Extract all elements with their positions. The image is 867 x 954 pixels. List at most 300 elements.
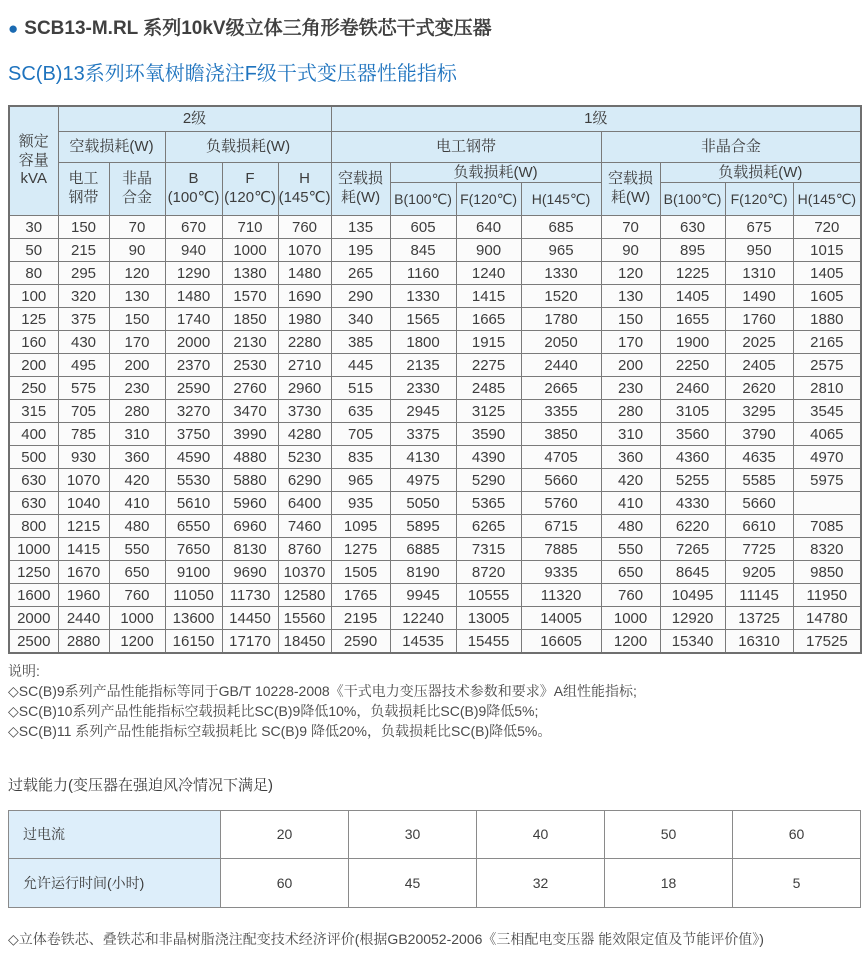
table-cell: 4635 — [725, 446, 793, 469]
table-cell: 280 — [109, 400, 165, 423]
table-cell: 1490 — [725, 285, 793, 308]
table-cell: 550 — [601, 538, 660, 561]
allowed-runtime-label: 允许运行时间(小时) — [9, 858, 221, 907]
table-cell: 315 — [9, 400, 58, 423]
table-cell: 1015 — [793, 239, 861, 262]
table-cell: 15560 — [278, 607, 331, 630]
table-cell: 90 — [601, 239, 660, 262]
table-cell: 685 — [521, 216, 601, 239]
header-grade1: 1级 — [331, 106, 861, 132]
table-cell: 7725 — [725, 538, 793, 561]
table-cell: 1160 — [390, 262, 456, 285]
table-cell: 2760 — [222, 377, 278, 400]
table-cell: 17170 — [222, 630, 278, 654]
table-cell: 965 — [521, 239, 601, 262]
table-cell: 7885 — [521, 538, 601, 561]
table-row — [9, 858, 861, 907]
table-cell: 5895 — [390, 515, 456, 538]
table-cell: 1000 — [601, 607, 660, 630]
table-cell: 480 — [601, 515, 660, 538]
table-cell: 20 — [221, 810, 349, 858]
table-cell: 150 — [601, 308, 660, 331]
table-cell — [793, 492, 861, 515]
table-row — [9, 400, 861, 423]
header-noload-amorphous: 空载损 耗(W) — [601, 162, 660, 216]
table-cell: 14005 — [521, 607, 601, 630]
table-cell: 360 — [601, 446, 660, 469]
table-cell: 9335 — [521, 561, 601, 584]
header-amorphous-g1: 非晶合金 — [601, 131, 861, 162]
note-item: ◇SC(B)11 系列产品性能指标空载损耗比 SC(B)9 降低20%，负载损耗比SC(B)降低5%。 — [8, 722, 552, 739]
table-cell: 9850 — [793, 561, 861, 584]
table-cell: 1330 — [521, 262, 601, 285]
table-cell: 13725 — [725, 607, 793, 630]
table-cell: 1095 — [331, 515, 390, 538]
table-cell: 2000 — [165, 331, 222, 354]
table-cell: 5585 — [725, 469, 793, 492]
table-cell: 11730 — [222, 584, 278, 607]
table-cell: 1880 — [793, 308, 861, 331]
table-row — [9, 262, 861, 285]
header-f120-amorphous: F(120℃) — [725, 183, 793, 216]
table-cell: 6400 — [278, 492, 331, 515]
table-cell: 10555 — [456, 584, 521, 607]
table-cell: 1850 — [222, 308, 278, 331]
table-cell: 11320 — [521, 584, 601, 607]
table-row — [9, 285, 861, 308]
table-cell: 8130 — [222, 538, 278, 561]
spec-table — [8, 105, 862, 655]
table-cell: 6220 — [660, 515, 725, 538]
table-cell: 1200 — [109, 630, 165, 654]
overload-title: 过载能力(变压器在强迫风冷情况下满足) — [8, 776, 273, 794]
table-cell: 5365 — [456, 492, 521, 515]
table-cell: 60 — [733, 810, 861, 858]
table-cell: 1200 — [601, 630, 660, 654]
table-cell: 720 — [793, 216, 861, 239]
table-cell: 195 — [331, 239, 390, 262]
table-cell: 125 — [9, 308, 58, 331]
table-cell: 7265 — [660, 538, 725, 561]
table-cell: 420 — [109, 469, 165, 492]
table-cell: 1605 — [793, 285, 861, 308]
table-cell: 605 — [390, 216, 456, 239]
header-amorphous-alloy: 非晶 合金 — [109, 162, 165, 216]
table-cell: 150 — [58, 216, 109, 239]
table-cell: 14535 — [390, 630, 456, 654]
table-row — [9, 538, 861, 561]
table-cell: 6550 — [165, 515, 222, 538]
table-cell: 5255 — [660, 469, 725, 492]
table-cell: 670 — [165, 216, 222, 239]
table-cell: 2050 — [521, 331, 601, 354]
table-cell: 45 — [349, 858, 477, 907]
table-cell: 2665 — [521, 377, 601, 400]
table-cell: 50 — [605, 810, 733, 858]
table-cell: 11950 — [793, 584, 861, 607]
table-cell: 410 — [109, 492, 165, 515]
table-cell: 635 — [331, 400, 390, 423]
table-cell: 5530 — [165, 469, 222, 492]
table-cell: 760 — [278, 216, 331, 239]
table-cell: 70 — [601, 216, 660, 239]
table-cell: 7315 — [456, 538, 521, 561]
table-cell: 1980 — [278, 308, 331, 331]
table-cell: 1070 — [58, 469, 109, 492]
header-rated-capacity: 额定 容量 kVA — [9, 106, 58, 216]
table-cell: 3105 — [660, 400, 725, 423]
table-cell: 16605 — [521, 630, 601, 654]
table-cell: 120 — [109, 262, 165, 285]
table-cell: 18 — [605, 858, 733, 907]
table-cell: 2620 — [725, 377, 793, 400]
table-cell: 6960 — [222, 515, 278, 538]
main-table-body — [9, 216, 861, 654]
table-cell: 4130 — [390, 446, 456, 469]
table-cell: 1665 — [456, 308, 521, 331]
table-cell: 200 — [9, 354, 58, 377]
table-cell: 935 — [331, 492, 390, 515]
table-cell: 290 — [331, 285, 390, 308]
table-cell: 9690 — [222, 561, 278, 584]
table-cell: 13005 — [456, 607, 521, 630]
table-cell: 32 — [477, 858, 605, 907]
table-cell: 1565 — [390, 308, 456, 331]
table-row — [9, 630, 861, 654]
header-load-amorphous: 负载损耗(W) — [660, 162, 861, 183]
table-cell: 70 — [109, 216, 165, 239]
table-cell: 5290 — [456, 469, 521, 492]
table-row — [9, 584, 861, 607]
table-cell: 445 — [331, 354, 390, 377]
footer-note: ◇立体卷铁芯、叠铁芯和非晶树脂浇注配变技术经济评价(根据GB20052-2006《三相配电变压器 能效限定值及节能评价值》) — [8, 930, 764, 947]
table-cell: 12920 — [660, 607, 725, 630]
overcurrent-label: 过电流 — [9, 810, 221, 858]
table-cell: 1240 — [456, 262, 521, 285]
table-cell: 1000 — [222, 239, 278, 262]
table-cell: 2590 — [331, 630, 390, 654]
table-cell: 5660 — [725, 492, 793, 515]
table-cell: 5760 — [521, 492, 601, 515]
table-cell: 760 — [601, 584, 660, 607]
table-cell: 230 — [601, 377, 660, 400]
table-cell: 2485 — [456, 377, 521, 400]
table-cell: 200 — [109, 354, 165, 377]
table-cell: 11145 — [725, 584, 793, 607]
table-cell: 4590 — [165, 446, 222, 469]
table-cell: 2130 — [222, 331, 278, 354]
table-cell: 1480 — [278, 262, 331, 285]
table-cell: 9945 — [390, 584, 456, 607]
table-cell: 130 — [109, 285, 165, 308]
table-cell: 1000 — [109, 607, 165, 630]
table-cell: 5975 — [793, 469, 861, 492]
table-row — [9, 446, 861, 469]
table-row — [9, 354, 861, 377]
table-cell: 17525 — [793, 630, 861, 654]
table-cell: 375 — [58, 308, 109, 331]
note-item: ◇SC(B)9系列产品性能指标等同于GB/T 10228-2008《干式电力变压器技术参数和要求》A组性能指标; — [8, 683, 637, 700]
table-cell: 1000 — [9, 538, 58, 561]
table-cell: 895 — [660, 239, 725, 262]
table-cell: 385 — [331, 331, 390, 354]
table-cell: 280 — [601, 400, 660, 423]
table-cell: 640 — [456, 216, 521, 239]
table-cell: 1290 — [165, 262, 222, 285]
table-cell: 4705 — [521, 446, 601, 469]
table-cell: 2165 — [793, 331, 861, 354]
table-cell: 13600 — [165, 607, 222, 630]
table-cell: 200 — [601, 354, 660, 377]
table-cell: 2440 — [58, 607, 109, 630]
table-cell: 295 — [58, 262, 109, 285]
table-cell: 705 — [58, 400, 109, 423]
table-row — [9, 216, 861, 239]
table-cell: 4970 — [793, 446, 861, 469]
table-row — [9, 377, 861, 400]
table-cell: 16150 — [165, 630, 222, 654]
table-cell: 170 — [109, 331, 165, 354]
header-noload-steel: 空载损 耗(W) — [331, 162, 390, 216]
table-row — [9, 469, 861, 492]
table-cell: 3990 — [222, 423, 278, 446]
table-cell: 3560 — [660, 423, 725, 446]
table-cell: 1505 — [331, 561, 390, 584]
header-h145-g2: H (145℃) — [278, 162, 331, 216]
table-cell: 1405 — [793, 262, 861, 285]
table-cell: 135 — [331, 216, 390, 239]
table-cell: 2440 — [521, 354, 601, 377]
page-subtitle: SC(B)13系列环氧树瞻浇注F级干式变压器性能指标 — [8, 62, 457, 85]
table-cell: 130 — [601, 285, 660, 308]
table-cell: 340 — [331, 308, 390, 331]
overload-table — [8, 810, 861, 908]
table-cell: 320 — [58, 285, 109, 308]
table-cell: 480 — [109, 515, 165, 538]
table-cell: 50 — [9, 239, 58, 262]
table-cell: 1070 — [278, 239, 331, 262]
table-cell: 835 — [331, 446, 390, 469]
table-cell: 420 — [601, 469, 660, 492]
table-cell: 14450 — [222, 607, 278, 630]
table-cell: 7650 — [165, 538, 222, 561]
table-cell: 12240 — [390, 607, 456, 630]
table-cell: 900 — [456, 239, 521, 262]
table-cell: 2025 — [725, 331, 793, 354]
table-cell: 3545 — [793, 400, 861, 423]
table-cell: 9100 — [165, 561, 222, 584]
table-cell: 3125 — [456, 400, 521, 423]
table-cell: 8760 — [278, 538, 331, 561]
table-cell: 650 — [601, 561, 660, 584]
table-cell: 14780 — [793, 607, 861, 630]
table-cell: 515 — [331, 377, 390, 400]
table-cell: 2405 — [725, 354, 793, 377]
table-cell: 430 — [58, 331, 109, 354]
table-cell: 30 — [9, 216, 58, 239]
table-cell: 1415 — [456, 285, 521, 308]
table-cell: 2195 — [331, 607, 390, 630]
table-cell: 1670 — [58, 561, 109, 584]
table-cell: 3750 — [165, 423, 222, 446]
table-cell: 1960 — [58, 584, 109, 607]
table-cell: 6715 — [521, 515, 601, 538]
table-cell: 2280 — [278, 331, 331, 354]
header-grade2: 2级 — [58, 106, 331, 132]
notes-title: 说明: — [8, 663, 40, 680]
table-cell: 575 — [58, 377, 109, 400]
table-cell: 1040 — [58, 492, 109, 515]
table-cell: 1740 — [165, 308, 222, 331]
header-load-g2: 负载损耗(W) — [165, 131, 331, 162]
bullet-icon: ● — [8, 19, 19, 39]
table-cell: 845 — [390, 239, 456, 262]
table-cell: 675 — [725, 216, 793, 239]
table-row — [9, 561, 861, 584]
table-cell: 5960 — [222, 492, 278, 515]
page-title — [8, 18, 860, 41]
table-cell: 60 — [221, 858, 349, 907]
table-cell: 2135 — [390, 354, 456, 377]
table-cell: 4975 — [390, 469, 456, 492]
table-cell: 360 — [109, 446, 165, 469]
table-cell: 1225 — [660, 262, 725, 285]
table-cell: 1765 — [331, 584, 390, 607]
table-cell: 5050 — [390, 492, 456, 515]
table-cell: 2370 — [165, 354, 222, 377]
table-cell: 410 — [601, 492, 660, 515]
table-row — [9, 515, 861, 538]
table-cell: 3375 — [390, 423, 456, 446]
table-cell: 160 — [9, 331, 58, 354]
table-cell: 2810 — [793, 377, 861, 400]
page-title-text: SCB13-M.RL 系列10kV级立体三角形卷铁芯干式变压器 — [24, 18, 492, 39]
table-cell: 2500 — [9, 630, 58, 654]
table-cell: 1570 — [222, 285, 278, 308]
table-cell: 3790 — [725, 423, 793, 446]
table-row — [9, 308, 861, 331]
table-cell: 1215 — [58, 515, 109, 538]
table-cell: 4390 — [456, 446, 521, 469]
table-cell: 2945 — [390, 400, 456, 423]
table-cell: 2710 — [278, 354, 331, 377]
table-cell: 1600 — [9, 584, 58, 607]
table-row — [9, 423, 861, 446]
table-cell: 2460 — [660, 377, 725, 400]
table-cell: 2000 — [9, 607, 58, 630]
header-h145-steel: H(145℃) — [521, 183, 601, 216]
table-cell: 4360 — [660, 446, 725, 469]
table-cell: 3295 — [725, 400, 793, 423]
table-cell: 3355 — [521, 400, 601, 423]
table-cell: 6885 — [390, 538, 456, 561]
table-cell: 1405 — [660, 285, 725, 308]
table-row — [9, 239, 861, 262]
table-cell: 2960 — [278, 377, 331, 400]
table-cell: 80 — [9, 262, 58, 285]
table-cell: 4065 — [793, 423, 861, 446]
table-cell: 11050 — [165, 584, 222, 607]
table-cell: 215 — [58, 239, 109, 262]
table-cell: 1800 — [390, 331, 456, 354]
header-f120-steel: F(120℃) — [456, 183, 521, 216]
table-cell: 800 — [9, 515, 58, 538]
table-cell: 760 — [109, 584, 165, 607]
table-cell: 90 — [109, 239, 165, 262]
table-cell: 2275 — [456, 354, 521, 377]
header-steel-strip: 电工 钢带 — [58, 162, 109, 216]
table-cell: 550 — [109, 538, 165, 561]
table-cell: 1330 — [390, 285, 456, 308]
table-cell: 630 — [660, 216, 725, 239]
header-b100-steel: B(100℃) — [390, 183, 456, 216]
table-cell: 500 — [9, 446, 58, 469]
table-cell: 705 — [331, 423, 390, 446]
table-cell: 3270 — [165, 400, 222, 423]
table-cell: 15455 — [456, 630, 521, 654]
note-item: ◇SC(B)10系列产品性能指标空载损耗比SC(B)9降低10%，负载损耗比SC(B)9降低5%; — [8, 703, 539, 720]
table-cell: 12580 — [278, 584, 331, 607]
table-cell: 650 — [109, 561, 165, 584]
table-cell: 120 — [601, 262, 660, 285]
table-cell: 9205 — [725, 561, 793, 584]
table-cell: 630 — [9, 492, 58, 515]
table-cell: 4280 — [278, 423, 331, 446]
table-cell: 170 — [601, 331, 660, 354]
table-cell: 7460 — [278, 515, 331, 538]
table-row — [9, 810, 861, 858]
table-cell: 230 — [109, 377, 165, 400]
table-row — [9, 492, 861, 515]
table-cell: 2250 — [660, 354, 725, 377]
table-cell: 8190 — [390, 561, 456, 584]
table-cell: 5610 — [165, 492, 222, 515]
header-b100-g2: B (100℃) — [165, 162, 222, 216]
header-steel-g1: 电工钢带 — [331, 131, 601, 162]
table-row — [9, 331, 861, 354]
table-cell: 1275 — [331, 538, 390, 561]
table-cell: 400 — [9, 423, 58, 446]
table-cell: 930 — [58, 446, 109, 469]
table-cell: 3590 — [456, 423, 521, 446]
table-cell: 8645 — [660, 561, 725, 584]
table-cell: 1480 — [165, 285, 222, 308]
header-h145-amorphous: H(145℃) — [793, 183, 861, 216]
table-cell: 18450 — [278, 630, 331, 654]
table-cell: 785 — [58, 423, 109, 446]
header-noload-g2: 空载损耗(W) — [58, 131, 165, 162]
table-cell: 2530 — [222, 354, 278, 377]
table-cell: 2575 — [793, 354, 861, 377]
table-cell: 3730 — [278, 400, 331, 423]
table-cell: 100 — [9, 285, 58, 308]
table-cell: 1690 — [278, 285, 331, 308]
table-cell: 3470 — [222, 400, 278, 423]
table-cell: 5660 — [521, 469, 601, 492]
table-cell: 310 — [601, 423, 660, 446]
table-cell: 16310 — [725, 630, 793, 654]
table-cell: 6265 — [456, 515, 521, 538]
table-cell: 965 — [331, 469, 390, 492]
notes-section — [8, 662, 860, 742]
table-cell: 6290 — [278, 469, 331, 492]
table-cell: 150 — [109, 308, 165, 331]
table-cell: 7085 — [793, 515, 861, 538]
header-f120-g2: F (120℃) — [222, 162, 278, 216]
table-cell: 15340 — [660, 630, 725, 654]
table-cell: 5230 — [278, 446, 331, 469]
table-cell: 495 — [58, 354, 109, 377]
